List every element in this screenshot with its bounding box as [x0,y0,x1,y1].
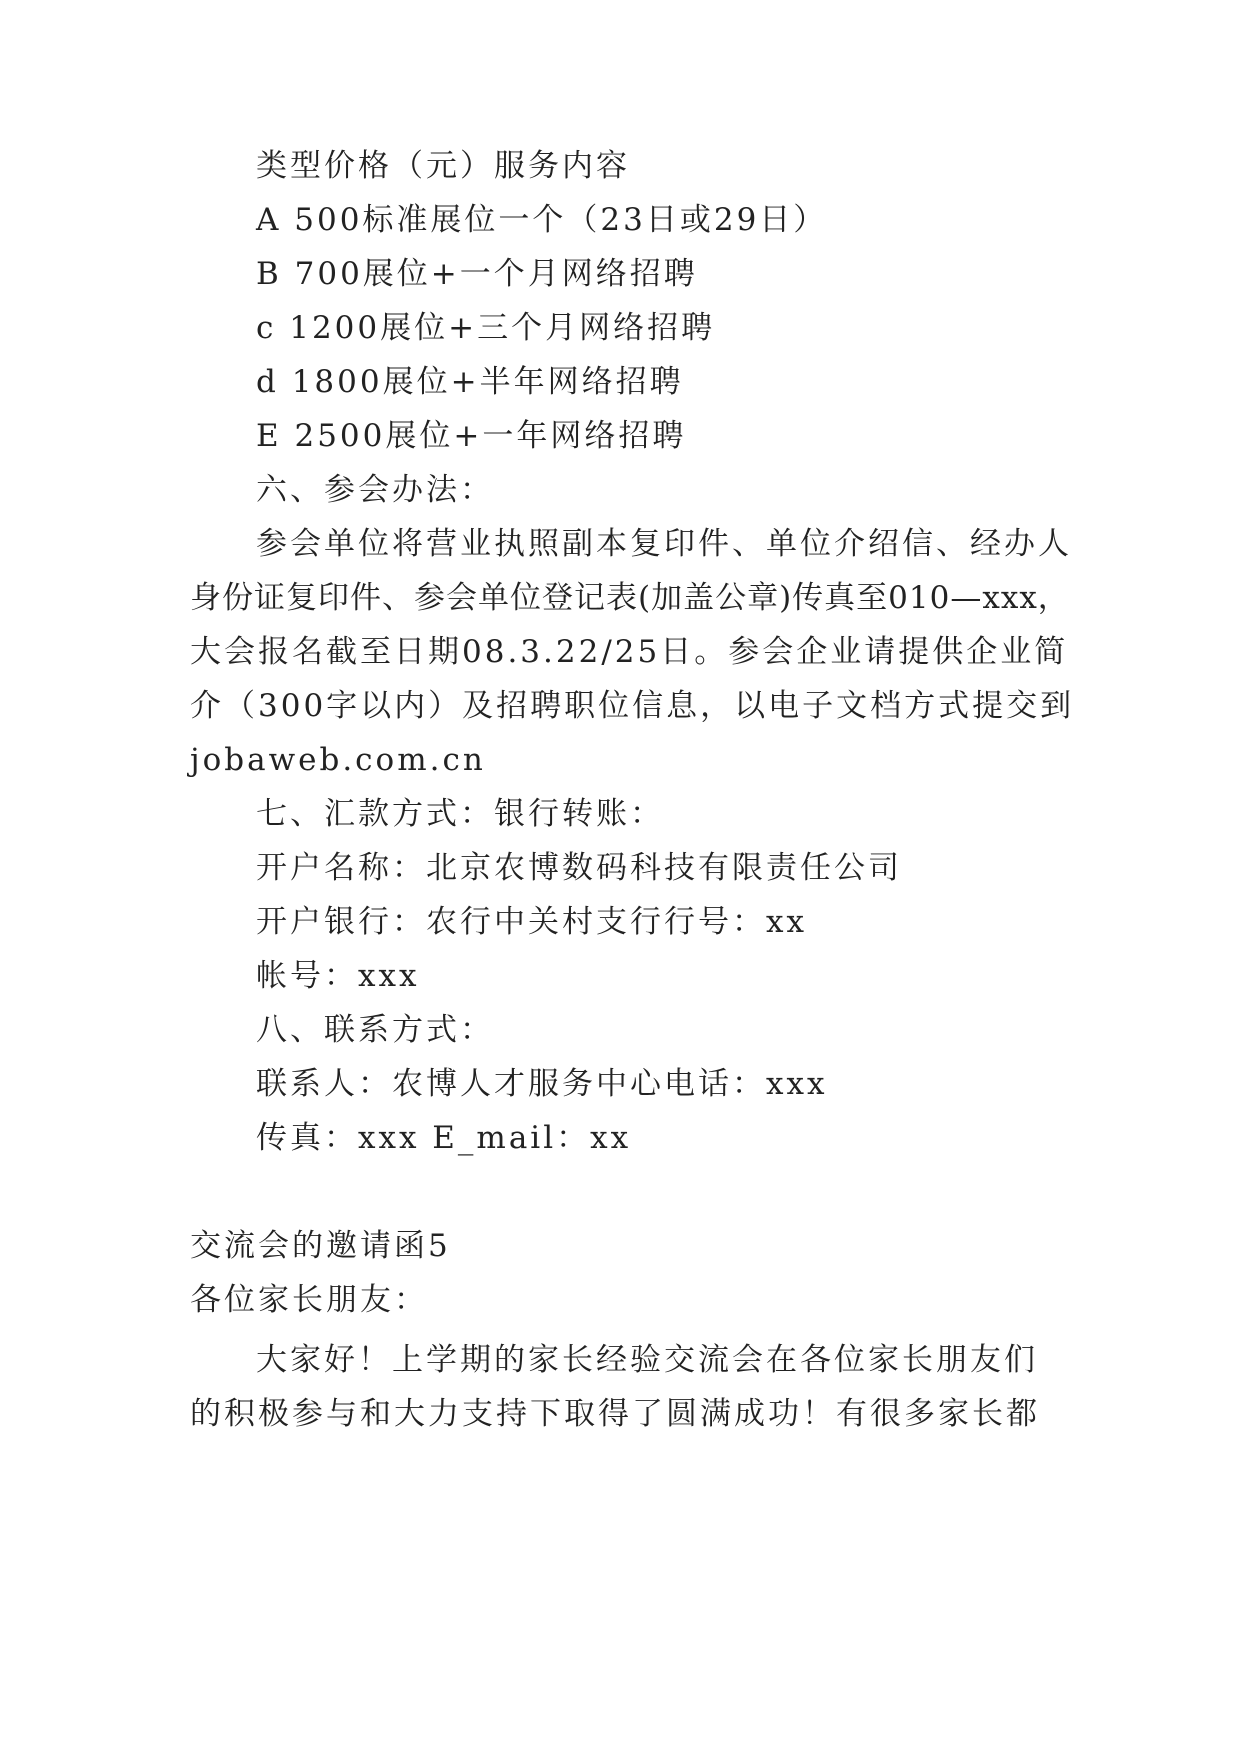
letter-body-line: 大家好！上学期的家长经验交流会在各位家长朋友们 [256,1342,1038,1378]
fax-email: 传真：xxx E_mail：xx [256,1120,632,1156]
letter-body-line: 的积极参与和大力支持下取得了圆满成功！有很多家长都 [190,1396,1040,1432]
price-row-e: E 2500展位+一年网络招聘 [256,418,687,454]
price-row-c: c 1200展位+三个月网络招聘 [256,310,716,346]
letter-title: 交流会的邀请函5 [190,1228,451,1264]
section6-paragraph-line: 身份证复印件、参会单位登记表(加盖公章)传真至010—xxx， [190,580,1070,616]
price-table-header: 类型价格（元）服务内容 [256,148,630,184]
section6-paragraph-line: 参会单位将营业执照副本复印件、单位介绍信、经办人 [256,526,1072,562]
account-number: 帐号：xxx [256,958,420,994]
price-row-a: A 500标准展位一个（23日或29日） [256,202,828,238]
section8-heading: 八、联系方式： [256,1012,494,1048]
letter-salutation: 各位家长朋友： [190,1282,428,1318]
price-row-d: d 1800展位+半年网络招聘 [256,364,684,400]
bank-name: 开户银行：农行中关村支行行号：xx [256,904,807,940]
price-row-b: B 700展位+一个月网络招聘 [256,256,698,292]
section6-paragraph-line: jobaweb.com.cn [190,742,486,778]
section6-heading: 六、参会办法： [256,472,494,508]
contact-person: 联系人：农博人才服务中心电话：xxx [256,1066,828,1102]
section7-heading: 七、汇款方式：银行转账： [256,796,664,832]
section6-paragraph-line: 介（300字以内）及招聘职位信息，以电子文档方式提交到 [190,688,1075,724]
section6-paragraph-line: 大会报名截至日期08.3.22/25日。参会企业请提供企业简 [190,634,1069,670]
account-name: 开户名称：北京农博数码科技有限责任公司 [256,850,902,886]
